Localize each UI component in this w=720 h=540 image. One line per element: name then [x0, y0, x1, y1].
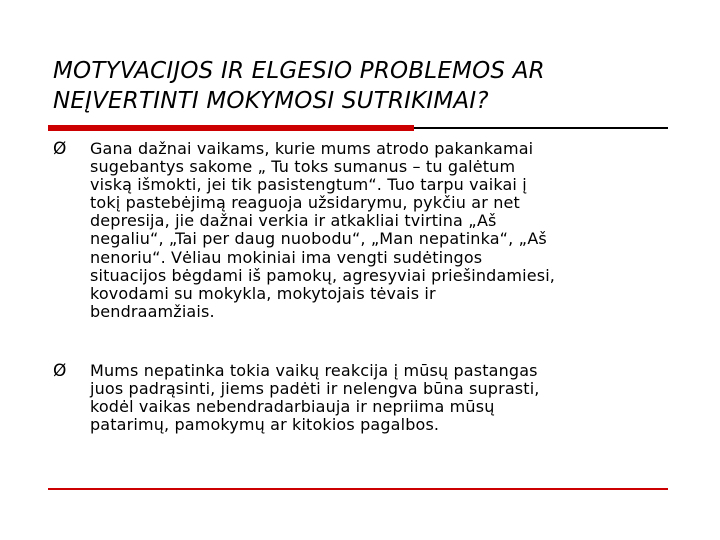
slide-title: [53, 56, 673, 116]
title-line: MOTYVACIJOS IR ELGESIO PROBLEMOS AR: [53, 58, 545, 84]
arrow-bullet-icon: Ø: [53, 361, 67, 381]
bullet-text: [90, 362, 680, 434]
text-line: kodėl vaikas nebendradarbiauja ir nepriima mūsų: [90, 397, 495, 417]
title-accent-bar: [48, 125, 414, 131]
text-line: sugebantys sakome „ Tu toks sumanus – tu galėtum: [90, 157, 516, 177]
text-line: situacijos bėgdami iš pamokų, agresyviai priešindamiesi,: [90, 265, 556, 285]
text-line: viską išmokti, jei tik pasistengtum“. Tuo tarpu vaikai į: [90, 175, 527, 195]
title-line: NEĮVERTINTI MOKYMOSI SUTRIKIMAI?: [53, 88, 489, 114]
footer-divider: [48, 488, 668, 490]
text-line: patarimų, pamokymų ar kitokios pagalbos.: [90, 415, 440, 435]
bullet-text: [90, 140, 680, 321]
text-line: depresija, jie dažnai verkia ir atkakliai tvirtina „Aš: [90, 211, 497, 231]
text-line: nenoriu“. Vėliau mokiniai ima vengti sudėtingos: [90, 247, 483, 267]
text-line: juos padrąsinti, jiems padėti ir nelengva būna suprasti,: [90, 379, 540, 399]
text-line: negaliu“, „Tai per daug nuobodu“, „Man nepatinka“, „Aš: [90, 229, 547, 249]
arrow-bullet-icon: Ø: [53, 139, 67, 159]
text-line: bendraamžiais.: [90, 301, 215, 321]
text-line: tokį pastebėjimą reaguoja užsidarymu, pykčiu ar net: [90, 193, 520, 213]
text-line: Gana dažnai vaikams, kurie mums atrodo pakankamai: [90, 139, 534, 158]
text-line: kovodami su mokykla, mokytojais tėvais ir: [90, 283, 436, 303]
text-line: Mums nepatinka tokia vaikų reakcija į mūsų pastangas: [90, 361, 538, 380]
